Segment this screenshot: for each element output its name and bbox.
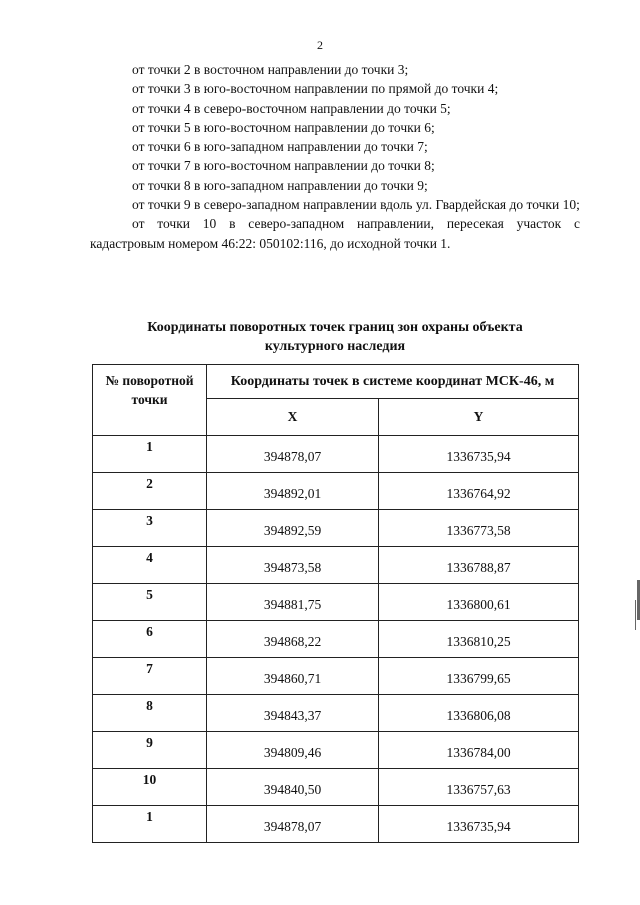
route-line: от точки 3 в юго-восточном направлении по прямой до точки 4; (132, 81, 499, 97)
x-coordinate-cell: 394881,75 (207, 584, 379, 621)
route-description (90, 60, 580, 253)
y-coordinate-cell: 1336764,92 (379, 473, 579, 510)
route-line: от точки 7 в юго-восточном направлении до точки 8; (132, 158, 435, 174)
y-coordinate-cell: 1336757,63 (379, 769, 579, 806)
point-number-cell: 7 (93, 658, 207, 695)
point-number-cell: 1 (93, 806, 207, 843)
y-coordinate-cell: 1336735,94 (379, 436, 579, 473)
coordinates-table (92, 364, 579, 843)
y-coordinate-cell: 1336788,87 (379, 547, 579, 584)
x-coordinate-cell: 394860,71 (207, 658, 379, 695)
y-coordinate-cell: 1336799,65 (379, 658, 579, 695)
x-coordinate-cell: 394873,58 (207, 547, 379, 584)
table-row (93, 436, 579, 473)
x-coordinate-cell: 394809,46 (207, 732, 379, 769)
page-number: 2 (317, 38, 323, 52)
table-row (93, 769, 579, 806)
header-coordinates: Координаты точек в системе координат МСК-46, м (207, 365, 579, 399)
route-line: от точки 4 в северо-восточном направлении до точки 5; (132, 100, 451, 116)
point-number-cell: 3 (93, 510, 207, 547)
route-paragraph-9: от точки 9 в северо-западном направлении вдоль ул. Гвардейская до точки 10; (132, 197, 580, 213)
table-title-line: культурного наследия (264, 339, 406, 354)
route-line: от точки 5 в юго-восточном направлении до точки 6; (132, 119, 435, 135)
point-number-cell: 5 (93, 584, 207, 621)
point-number-cell: 9 (93, 732, 207, 769)
point-number-cell: 4 (93, 547, 207, 584)
x-coordinate-cell: 394878,07 (207, 806, 379, 843)
y-coordinate-cell: 1336810,25 (379, 621, 579, 658)
table-title (90, 318, 580, 356)
table-row (93, 732, 579, 769)
x-coordinate-cell: 394840,50 (207, 769, 379, 806)
table-title-line: Координаты поворотных точек границ зон охраны объекта (147, 320, 523, 335)
table-row (93, 621, 579, 658)
y-coordinate-cell: 1336806,08 (379, 695, 579, 732)
point-number-cell: 2 (93, 473, 207, 510)
y-coordinate-cell: 1336735,94 (379, 806, 579, 843)
route-line: от точки 6 в юго-западном направлении до точки 7; (132, 139, 428, 155)
route-paragraph-10: от точки 10 в северо-западном направлении, пересекая участок с кадастровым номером 46:22: 050102:116, до исходной точки 1. (90, 216, 580, 251)
x-coordinate-cell: 394892,01 (207, 473, 379, 510)
table-row (93, 510, 579, 547)
route-line: от точки 2 в восточном направлении до точки 3; (132, 62, 409, 77)
point-number-cell: 10 (93, 769, 207, 806)
y-coordinate-cell: 1336773,58 (379, 510, 579, 547)
scan-edge-mark (635, 600, 636, 630)
header-point-number-line: № поворотной (105, 373, 194, 388)
point-number-cell: 8 (93, 695, 207, 732)
x-coordinate-cell: 394892,59 (207, 510, 379, 547)
table-row (93, 473, 579, 510)
point-number-cell: 1 (93, 436, 207, 473)
y-coordinate-cell: 1336784,00 (379, 732, 579, 769)
table-row (93, 547, 579, 584)
header-x: X (207, 399, 379, 436)
point-number-cell: 6 (93, 621, 207, 658)
x-coordinate-cell: 394878,07 (207, 436, 379, 473)
header-point-number-line: точки (131, 392, 168, 407)
x-coordinate-cell: 394843,37 (207, 695, 379, 732)
table-row (93, 806, 579, 843)
table-row (93, 584, 579, 621)
table-row (93, 695, 579, 732)
route-line: от точки 8 в юго-западном направлении до точки 9; (132, 177, 428, 193)
header-y: Y (379, 399, 579, 436)
table-row (93, 658, 579, 695)
header-point-number (93, 365, 207, 436)
x-coordinate-cell: 394868,22 (207, 621, 379, 658)
y-coordinate-cell: 1336800,61 (379, 584, 579, 621)
